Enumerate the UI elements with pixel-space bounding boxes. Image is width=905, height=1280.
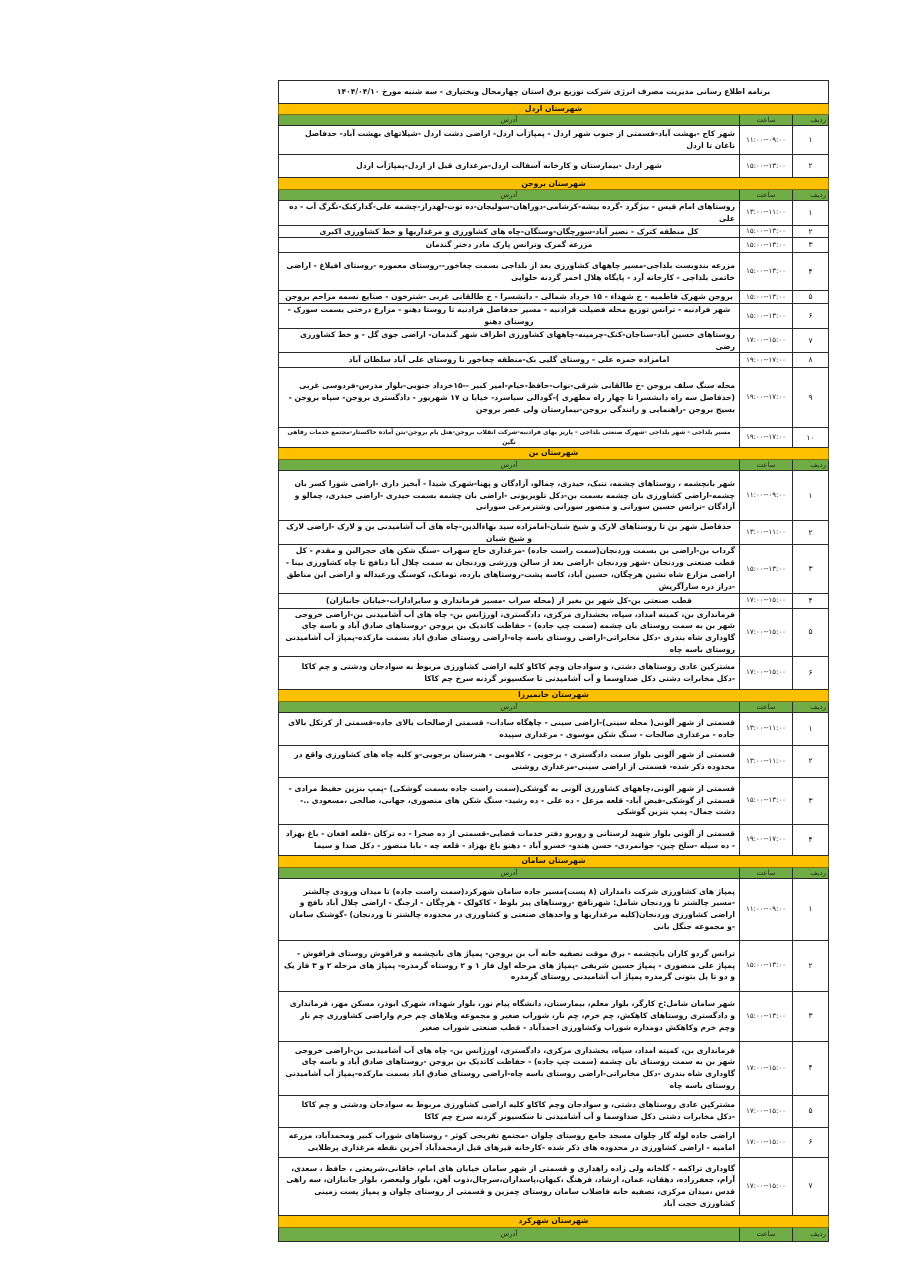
row-time: ۱۵:۰۰--۱۷:۰۰ bbox=[740, 1041, 793, 1095]
table-row bbox=[279, 745, 829, 777]
table-row bbox=[279, 940, 829, 991]
county-name: شهرستان شهرکرد bbox=[279, 1215, 829, 1227]
row-index: ۵ bbox=[793, 291, 829, 304]
row-time: ۱۵:۰۰--۱۷:۰۰ bbox=[740, 656, 793, 689]
table-row bbox=[279, 126, 829, 155]
row-address: اراضی جاده لوله گاز چلوان مسجد جامع روستای چلوان -مجتمع تفریحی کوثر - روستاهای شوراب کبیر ومحمدآباد، مزرعه امامیه - اراضی کشاورزی در محدوده های ذکر شده -کارخانه قیرهای قبل ازمحمدآباد آخرین نقطه مرغداری پرطلایی bbox=[279, 1127, 740, 1157]
column-header-row bbox=[279, 190, 829, 201]
row-address: پمپاژ های کشاورزی شرکت دامداران (۸ پست)مسیر جاده سامان شهرکرد(سمت راست جاده) تا میدان ورودی چالشتر -مسیر چالشتر تا وردنجان شامل: شهرنافچ -روستاهای پیر بلوط - کاکولک - هرچگان - ارجنگ - اراضی چلال آباد نافچ و اراضی کشاورزی وردنجان(کلیه مرغداریها و واحدهای صنعتی و کشاورزی در محدوده چالشتر تا وردنجان) -گوشتک سامان -و مجموعه جنگل بانی bbox=[279, 878, 740, 940]
column-header-row bbox=[279, 867, 829, 878]
county-banner bbox=[279, 855, 829, 867]
row-address: شهر اردل -بیمارستان و کارخانه آسفالت اردل-مرغداری قبل از اردل-پمپاژآب اردل bbox=[279, 155, 740, 178]
row-time: ۱۳:۰۰--۱۵:۰۰ bbox=[740, 991, 793, 1041]
row-index: ۲ bbox=[793, 940, 829, 991]
table-row bbox=[279, 1095, 829, 1127]
row-time: ۱۳:۰۰--۱۵:۰۰ bbox=[740, 304, 793, 329]
table-row bbox=[279, 777, 829, 824]
table-row bbox=[279, 824, 829, 855]
row-time: ۱۵:۰۰--۱۷:۰۰ bbox=[740, 1095, 793, 1127]
county-banner bbox=[279, 689, 829, 701]
row-time: ۱۳:۰۰--۱۵:۰۰ bbox=[740, 253, 793, 291]
column-header-index: ردیف bbox=[793, 459, 829, 470]
row-time: ۱۳:۰۰--۱۵:۰۰ bbox=[740, 777, 793, 824]
row-address: فرمانداری بن، کمیته امداد، سپاه، بخشداری مرکزی، دادگستری، اورژانس بن- چاه های آب آشامیدنی بن-اراضی خروجی شهر بن به سمت روستای بان چشمه (سمت چپ جاده) - حفاظت کاتدیک بن بروجن -روستاهای صادق آباد و باسه چای گاوداری شاه بندری -دکل مخابراتی-اراضی روستای باسه چاه-اراضی روستای صادق اباد بسمت مارکده-پمپاژ آب آشامیدنی روستای باسه چاه bbox=[279, 1041, 740, 1095]
column-header-time: ساعت bbox=[740, 1227, 793, 1241]
row-address: قطب صنعتی بن-کل شهر بن بغیر از (محله سراب -مسیر فرمانداری و سایرادارات-خیابان جانبازان) bbox=[279, 593, 740, 608]
row-index: ۴ bbox=[793, 593, 829, 608]
row-time: ۱۵:۰۰--۱۷:۰۰ bbox=[740, 1157, 793, 1215]
column-header-index: ردیف bbox=[793, 867, 829, 878]
row-address: مسیر بلداجی - شهر بلداجی -شهرک صنعتی بلداجی - پاریز بهای فرادنبه-شرکت انقلاب بروجن-هتل پام بروجن-بتن آماده خاکستار-مجتمع خدمات رفاهی نگین bbox=[279, 428, 740, 448]
row-address: فرمانداری بن، کمیته امداد، سپاه، بخشداری مرکزی، دادگستری، اورژانس بن- چاه های آب آشامیدنی بن-اراضی خروجی شهر بن به سمت روستای بان چشمه (سمت چپ جاده) - حفاظت کاتدیک بن بروجن -روستاهای صادق آباد و باسه چای گاوداری شاه بندری -دکل مخابراتی-اراضی روستای باسه چاه-اراضی روستای صادق اباد بسمت مارکده-پمپاژ آب آشامیدنی روستای باسه چاه bbox=[279, 608, 740, 656]
row-index: ۶ bbox=[793, 1127, 829, 1157]
row-index: ۷ bbox=[793, 328, 829, 353]
row-index: ۱ bbox=[793, 470, 829, 520]
table-row bbox=[279, 304, 829, 329]
row-time: ۱۱:۰۰--۱۳:۰۰ bbox=[740, 520, 793, 545]
row-index: ۸ bbox=[793, 353, 829, 368]
row-time: ۱۷:۰۰--۱۹:۰۰ bbox=[740, 353, 793, 368]
row-address: امامزاده حمزه علی - روستای گلیی بک-منطقه چغاخور تا روستای علی آباد سلطان آباد bbox=[279, 353, 740, 368]
column-header-time: ساعت bbox=[740, 459, 793, 470]
table-row bbox=[279, 991, 829, 1041]
county-name: شهرستان بروجن bbox=[279, 178, 829, 190]
column-header-address: آدرس bbox=[279, 190, 740, 201]
column-header-index: ردیف bbox=[793, 1227, 829, 1241]
row-index: ۱ bbox=[793, 712, 829, 745]
table-row bbox=[279, 878, 829, 940]
row-address: مزرعه بندوبست بلداجی-مسیر چاههای کشاورزی بعد از بلداجی بسمت چغاخور--روستای معموره -روستای افیلاغ - اراضی خاتمی بلداجی - کارخانه آرد - پایگاه هلال احمر گردنه حلوایی bbox=[279, 253, 740, 291]
row-index: ۶ bbox=[793, 656, 829, 689]
column-header-address: آدرس bbox=[279, 459, 740, 470]
row-time: ۰۹:۰۰--۱۱:۰۰ bbox=[740, 126, 793, 155]
row-index: ۳ bbox=[793, 777, 829, 824]
county-name: شهرستان خانمیرزا bbox=[279, 689, 829, 701]
county-name: شهرستان اردل bbox=[279, 104, 829, 115]
county-banner bbox=[279, 178, 829, 190]
row-address: گاوداری تراکمه - گلخانه ولی زاده راهداری و قسمتی از شهر سامان خیابان های امام، خاقانی،شریعتی ، حافظ ، سعدی، آرام، جعفرزاده، دهقان، عمان، ارشاد، فرهنگ ،کیهان،پاسداران،سرچال،ذوب آهن، بلوار ولیعصر، بلوار جانبازان، سه راهی قدس ،میدان مرکزی، تصفیه خانه فاضلاب سامان روستای چمزین و قسمتی از روستای چلوان و پمپاژ پست زمینی کشاورزی حجت آباد bbox=[279, 1157, 740, 1215]
county-name: شهرستان سامان bbox=[279, 855, 829, 867]
row-address: بروجن شهرک فاطمیه - خ شهداء - ۱۵ خرداد شمالی - دانشسرا - خ طالقانی غربی -شترخون - صنایع نسمه مزاحم بروجن bbox=[279, 291, 740, 304]
row-index: ۵ bbox=[793, 608, 829, 656]
table-row bbox=[279, 368, 829, 428]
row-index: ۷ bbox=[793, 1157, 829, 1215]
row-address: مشترکین عادی روستاهای دشتی، و سوادجان وچم کاکاو کلیه اراضی کشاورزی مربوط به سوادجان ودشتی و چم کاکا -دکل مخابرات دشتی دکل صداوسما و آب آشامیدنی تا سکسیونر گردنه سرخ چم کاکا bbox=[279, 1095, 740, 1127]
row-address: ترانس گردو کاران بانچشمه - برق موقت تصفیه خانه آب بن بروجن- پمپاژ های بانچشمه و فرافوش روستای فرافوش - پمپاژ علی منصوری - پمپاژ حسین شریفی -پمپاژ های مرحله اول فاز ۱ و ۲ روستاه گرمدره- پمپاژ های مرحله ۲ و ۳ فاز یک و دو تا پل بتونی گرمدره پمپاژ آب آشامیدنی روستای گرمدره bbox=[279, 940, 740, 991]
row-address: قسمتی از شهر آلونی،چاههای کشاورزی آلونی به گوشکی(سمت راست جاده بسمت گوشکی) -پمپ بنزین حفیظ مرادی - قسمتی از گوشکی-فیض آباد- قلعه مزعل - ده علی - ده رشید- سنگ شکن های منصوری، جهانی، صالحی ،مسعودی ..- دشت جمال- پمپ بنزین گوشکی bbox=[279, 777, 740, 824]
row-time: ۱۳:۰۰--۱۵:۰۰ bbox=[740, 545, 793, 593]
row-address: روستاهای امام قیس - بیژگرد -گرده بیشه-کرشامی-دوراهان-سولیجان-ده توت-لهدراز-چشمه علی-گدارکبک-تگرگ آب - ده علی bbox=[279, 201, 740, 226]
column-header-time: ساعت bbox=[740, 701, 793, 712]
row-index: ۳ bbox=[793, 545, 829, 593]
row-address: شهر بانچشمه ، روستاهای چشمه، تنبک، حیدری، چمالو، آزادگان و پهنا-شهرک شیدا - آبخیز داری -اراضی شورا کسر بان چشمه-اراضی کشاورزی بان چشمه بسمت بن-دکل تلویزیونی -اراضی بان چشمه بسمت حیدری -اراضی حیدری، چمالو و آزادگان -ترانس حسین سورانی و منصور سورانی وشترمرغی سورانی bbox=[279, 470, 740, 520]
row-address: قسمتی از شهر آلونی بلوار سمت دادگستری - برجویی - کلاموبی - هنرستان برجویی-و کلیه چاه های کشاورزی واقع در محدوده ذکر شده- قسمتی از اراضی سینی-مرغداری روشنی bbox=[279, 745, 740, 777]
row-index: ۱ bbox=[793, 201, 829, 226]
page-title: برنامه اطلاع رسانی مدیریت مصرف انرژی شرکت توزیع برق استان چهارمحال وبختیاری - سه شنبه مورخ ۱۴۰۴/۰۴/۱۰ bbox=[279, 81, 829, 104]
row-address: مشترکین عادی روستاهای دشتی، و سوادجان وچم کاکاو کلیه اراضی کشاورزی مربوط به سوادجان ودشتی و چم کاکا -دکل مخابرات دشتی دکل صداوسما و آب آشامیدنی تا سکسیونر گردنه سرخ چم کاکا bbox=[279, 656, 740, 689]
row-index: ۳ bbox=[793, 238, 829, 253]
row-address: مزرعه گمرک وترانس پارک مادر دختر گندمان bbox=[279, 238, 740, 253]
table-row bbox=[279, 155, 829, 178]
table-row bbox=[279, 520, 829, 545]
column-header-index: ردیف bbox=[793, 701, 829, 712]
column-header-time: ساعت bbox=[740, 115, 793, 126]
row-index: ۱۰ bbox=[793, 428, 829, 448]
table-row bbox=[279, 545, 829, 593]
table-row bbox=[279, 201, 829, 226]
row-time: ۱۱:۰۰--۱۳:۰۰ bbox=[740, 745, 793, 777]
column-header-address: آدرس bbox=[279, 867, 740, 878]
row-index: ۲ bbox=[793, 155, 829, 178]
table-row bbox=[279, 608, 829, 656]
column-header-row bbox=[279, 701, 829, 712]
column-header-address: آدرس bbox=[279, 701, 740, 712]
table-row bbox=[279, 253, 829, 291]
column-header-index: ردیف bbox=[793, 190, 829, 201]
row-time: ۱۳:۰۰--۱۵:۰۰ bbox=[740, 940, 793, 991]
row-time: ۱۵:۰۰--۱۷:۰۰ bbox=[740, 1127, 793, 1157]
table-row bbox=[279, 1157, 829, 1215]
county-banner bbox=[279, 1215, 829, 1227]
row-address: کل منطقه کترک - نصیر آباد-سورچگان-وستگان-چاه های کشاورزی و مرغداریها و خط کشاورزی اکبری bbox=[279, 225, 740, 238]
table-row bbox=[279, 291, 829, 304]
row-time: ۱۵:۰۰--۱۷:۰۰ bbox=[740, 328, 793, 353]
row-index: ۳ bbox=[793, 991, 829, 1041]
row-time: ۰۹:۰۰--۱۱:۰۰ bbox=[740, 470, 793, 520]
table-row bbox=[279, 238, 829, 253]
column-header-row bbox=[279, 1227, 829, 1241]
outage-schedule-sheet bbox=[278, 80, 829, 1242]
table-row bbox=[279, 712, 829, 745]
table-row bbox=[279, 1127, 829, 1157]
row-index: ۹ bbox=[793, 368, 829, 428]
table-row bbox=[279, 593, 829, 608]
row-index: ۴ bbox=[793, 824, 829, 855]
column-header-index: ردیف bbox=[793, 115, 829, 126]
row-index: ۶ bbox=[793, 304, 829, 329]
row-time: ۱۱:۰۰--۱۳:۰۰ bbox=[740, 712, 793, 745]
row-time: ۱۵:۰۰--۱۷:۰۰ bbox=[740, 608, 793, 656]
table-row bbox=[279, 470, 829, 520]
row-address: حدفاصل شهر بن تا روستاهای لارک و شیخ شبان-امامزاده سید بهاءالدین-چاه های آب آشامیدنی بن و لارک -اراضی لارک و شیخ شبان bbox=[279, 520, 740, 545]
row-time: ۱۵:۰۰--۱۷:۰۰ bbox=[740, 593, 793, 608]
row-time: ۱۷:۰۰--۱۹:۰۰ bbox=[740, 368, 793, 428]
table-row bbox=[279, 428, 829, 448]
row-index: ۴ bbox=[793, 253, 829, 291]
row-time: ۱۳:۰۰--۱۵:۰۰ bbox=[740, 225, 793, 238]
column-header-time: ساعت bbox=[740, 867, 793, 878]
row-address: گرداب بن-اراضی بن بسمت وردنجان(سمت راست جاده) -مرغداری حاج سهراب -سنگ شکن های حجرالبن و مقدم - کل قطب صنعتی وردنجان -شهر وردنجان -اراضی بعد از سالن ورزشی وردنجان به سمت چلال آبا دنافچ تا چاه کشاورزی بینا - اراضی مزارع شاه نشین هرچگان، حسین آباد، کاسه پشت-روستاهای بارده، تومانک، کوسنگ ورعیداله و اراضی این مناطق -دراز دره سارآگریش bbox=[279, 545, 740, 593]
row-time: ۱۳:۰۰--۱۵:۰۰ bbox=[740, 238, 793, 253]
row-index: ۲ bbox=[793, 225, 829, 238]
outage-schedule-table bbox=[278, 80, 829, 1242]
row-address: شهر کاج -بهشت آباد-قسمتی از جنوب شهر اردل - پمپاژآب اردل- اراضی دشت اردل -شیلاتهای بهشت آباد- حدفاصل ناغان تا اردل bbox=[279, 126, 740, 155]
row-address: محله سنگ سلف بروجن -خ طالقانی شرقی-نواب-حافظ-خیام-امیر کبیر --۱۵خرداد جنوبی-بلوار مدرس-فردوسی غربی (حدفاصل سه راه دانشسرا تا چهار راه مطهری )-گودالی سباسرد- خیابا ن ۱۷ شهریور - دادگستری بروجن- سپاه بروجن - بسیج بروجن -راهنمایی و رانندگی بروجن-بیمارستان ولی عصر بروجن bbox=[279, 368, 740, 428]
table-row bbox=[279, 328, 829, 353]
column-header-address: آدرس bbox=[279, 1227, 740, 1241]
row-index: ۱ bbox=[793, 126, 829, 155]
row-time: ۱۷:۰۰--۱۹:۰۰ bbox=[740, 824, 793, 855]
row-time: ۰۹:۰۰--۱۱:۰۰ bbox=[740, 878, 793, 940]
county-name: شهرستان بن bbox=[279, 447, 829, 459]
column-header-row bbox=[279, 115, 829, 126]
row-index: ۱ bbox=[793, 878, 829, 940]
title-row bbox=[279, 81, 829, 104]
county-banner bbox=[279, 447, 829, 459]
row-address: قسمتی از آلونی بلوار شهید لرستانی و روبرو دفتر خدمات قضایی-قسمتی از ده صحرا - ده ترکان -قلعه افغان - باغ بهزاد - ده سیله -سلح چین- جوانمردی- حسن هندو- خسرو آباد - دهنو باغ بهزاد - قلعه چه - بابا منصور - دکل صدا و سیما bbox=[279, 824, 740, 855]
row-time: ۱۷:۰۰--۱۹:۰۰ bbox=[740, 428, 793, 448]
column-header-address: آدرس bbox=[279, 115, 740, 126]
row-time: ۱۳:۰۰--۱۵:۰۰ bbox=[740, 291, 793, 304]
table-row bbox=[279, 225, 829, 238]
row-address: شهر فرادنبه - ترانس توزیع محله فضیلت فرادنبه - مسیر حدفاصل فرادنبه تا روستا دهنو - مزارع درختی بسمت سورک - روستای دهنو bbox=[279, 304, 740, 329]
row-address: روستاهای حسین آباد-سناجان-کنک-چرمینه-چاههای کشاورزی اطراف شهر گندمان- اراضی جوی گل - و خط کشاورزی رضی bbox=[279, 328, 740, 353]
column-header-time: ساعت bbox=[740, 190, 793, 201]
row-index: ۴ bbox=[793, 1041, 829, 1095]
table-row bbox=[279, 656, 829, 689]
column-header-row bbox=[279, 459, 829, 470]
table-row bbox=[279, 1041, 829, 1095]
row-time: ۱۱:۰۰--۱۳:۰۰ bbox=[740, 201, 793, 226]
county-banner bbox=[279, 104, 829, 115]
row-address: قسمتی از شهر آلونی( محله سینی)-اراضی سینی - چاهگاه سادات- قسمتی ازصالحات بالای جاده-قسمتی از کرتکل بالای جاده - مرغداری صالحات - سنگ شکن موسوی - مرغداری سپیده bbox=[279, 712, 740, 745]
row-index: ۵ bbox=[793, 1095, 829, 1127]
row-index: ۲ bbox=[793, 745, 829, 777]
table-row bbox=[279, 353, 829, 368]
row-time: ۱۳:۰۰--۱۵:۰۰ bbox=[740, 155, 793, 178]
row-address: شهر سامان شامل:خ کارگر، بلوار معلم، بیمارستان، دانشگاه پیام نور، بلوار شهداء، شهرک ابوذر، مسکن مهر، فرمانداری و دادگستری روستاهای کاهکش، چم خرم، چم نار، شوراب صغیر و مجموعه ویلاهای چم خرم واراضی کشاورزی چم نار وچم خرم وکاهکش دومداره شوراب وکشاورزی احمدآباد - قطب صنعتی شوراب صغیر bbox=[279, 991, 740, 1041]
row-index: ۲ bbox=[793, 520, 829, 545]
